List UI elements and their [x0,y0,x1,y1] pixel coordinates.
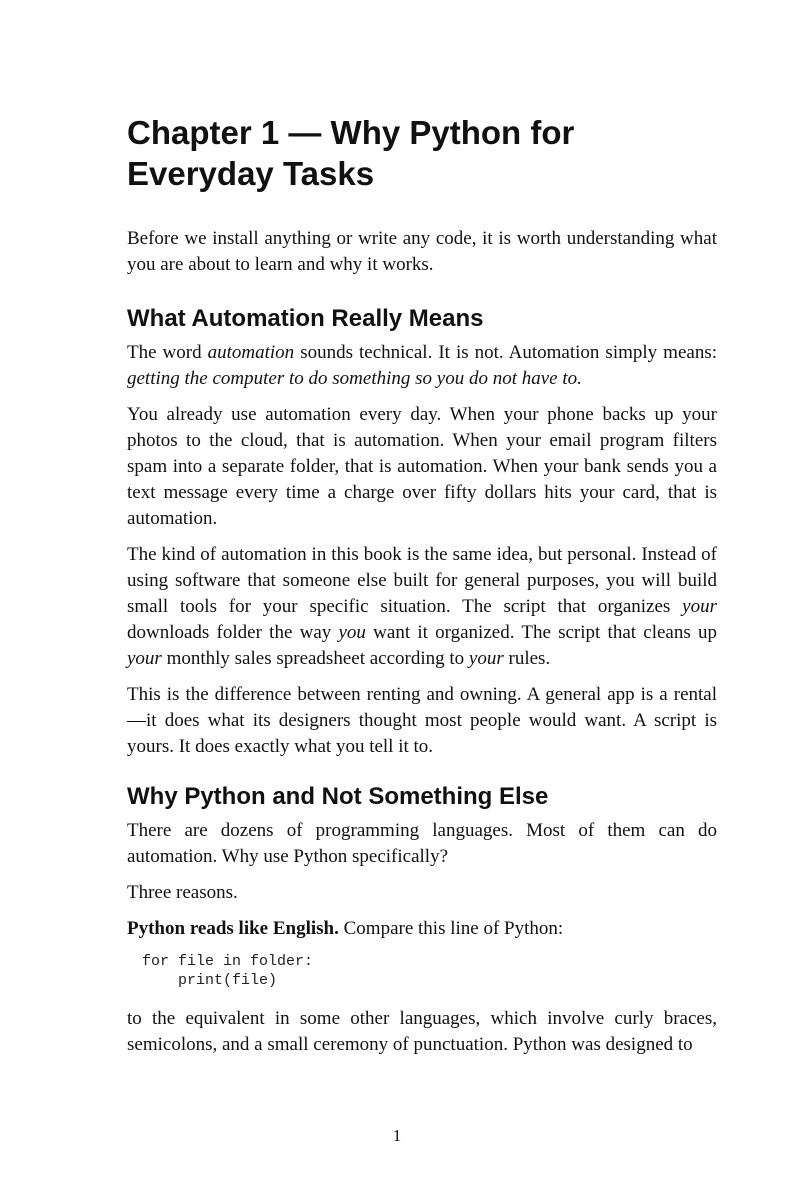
body-text [127,226,717,1068]
italic-term: automation [207,342,295,363]
text-run: rules. [503,648,551,669]
paragraph-renting-owning: This is the difference between renting and owning. A general app is a rental—it does what its designers thought most people would want. A script is yours. It does exactly what you tell it to. [127,684,717,757]
text-run: sounds technical. It is not. Automation simply means: [294,342,717,363]
italic-emphasis: you [338,622,366,643]
paragraph-languages: There are dozens of programming languages. Most of them can do automation. Why use Python specifically? [127,820,717,867]
text-run: monthly sales spreadsheet according to [161,648,469,669]
paragraph-automation-definition [127,340,717,392]
italic-emphasis: your [127,648,162,669]
text-run: The kind of automation in this book is the same idea, but personal. Instead of using software that someone else built for general purposes, you will build small tools for your specific situation. The script that organizes [127,544,717,617]
code-block: for file in folder: print(file) [142,953,314,989]
text-run: The word [127,342,208,363]
paragraph-three-reasons: Three reasons. [127,882,238,903]
text-run: downloads folder the way [127,622,339,643]
text-run: Compare this line of Python: [338,918,564,939]
italic-definition: getting the computer to do something so you do not have to. [127,368,582,389]
paragraph-reads-like-english [127,916,717,942]
paragraph-personal-automation [127,542,717,672]
section-heading-automation: What Automation Really Means [127,305,484,332]
section-heading-python: Why Python and Not Something Else [127,783,549,810]
text-run: want it organized. The script that cleans up [365,622,717,643]
intro-paragraph: Before we install anything or write any code, it is worth understanding what you are about to learn and why it works. [127,228,717,275]
paragraph-equivalent: to the equivalent in some other languages, which involve curly braces, semicolons, and a small ceremony of punctuation. Python was designed to [127,1008,717,1055]
italic-emphasis: your [468,648,504,669]
chapter-title: Chapter 1 — Why Python for Everyday Tasks [127,114,575,192]
italic-emphasis: your [682,596,717,617]
bold-lead: Python reads like English. [127,918,339,939]
paragraph-everyday-automation: You already use automation every day. When your phone backs up your photos to the cloud, that is automation. When your email program filters spam into a separate folder, that is automation. When your bank sends you a text message every time a charge over fifty dollars hits your card, that is automation. [127,404,717,529]
page-number: 1 [392,1126,402,1145]
